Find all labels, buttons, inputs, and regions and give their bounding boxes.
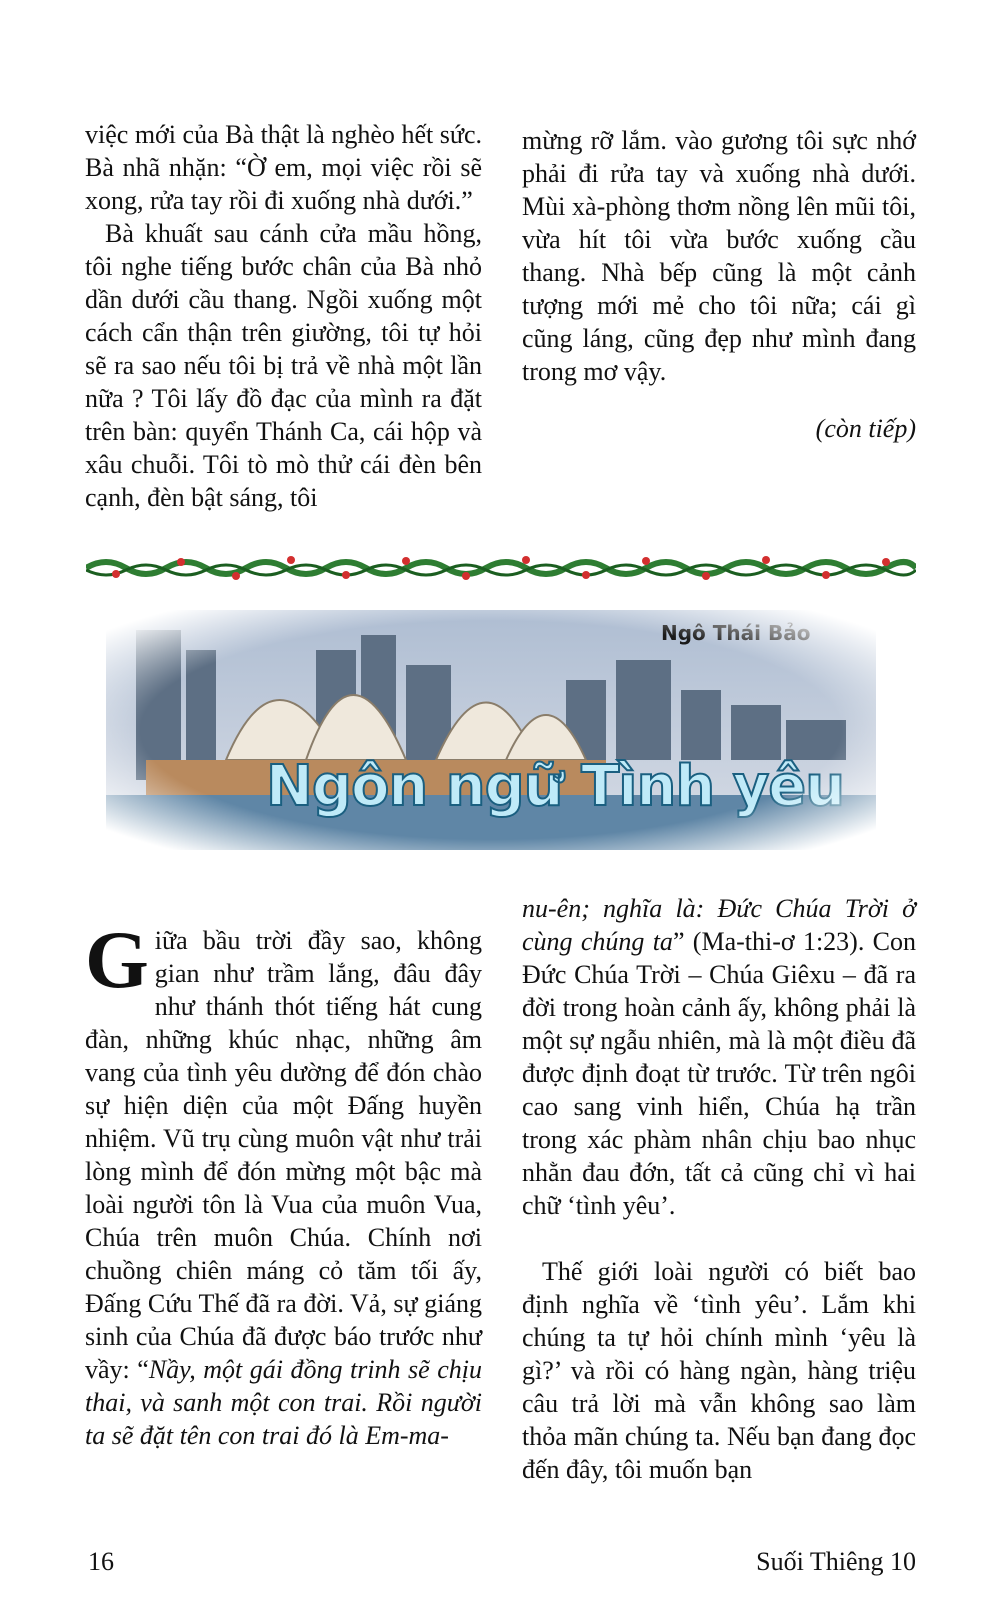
top-left-column: [85, 118, 482, 514]
article-right-paragraph-2: Thế giới loài người có biết bao định nghĩa về ‘tình yêu’. Lắm khi chúng ta tự hỏi chính mình ‘yêu là gì?’ và rồi có hàng ngàn, hàng triệu câu trả lời mà vẫn không sao làm thỏa mãn chúng ta. Nếu bạn đang đọc đến đây, tôi muốn bạn: [522, 1257, 916, 1484]
article-right-column: [522, 892, 916, 1486]
holly-garland-divider: [86, 548, 916, 588]
publication-name: Suối Thiêng 10: [756, 1547, 916, 1576]
top-right-paragraph: mừng rỡ lắm. vào gương tôi sực nhớ phải đi rửa tay và xuống nhà dưới. Mùi xà-phòng thơm nồng lên mũi tôi, vừa hít tôi vừa bước xuống cầu thang. Nhà bếp cũng là một cảnh tượng mới mẻ cho tôi nữa; cái gì cũng láng, cũng đẹp như mình đang trong mơ vậy.: [522, 126, 916, 386]
scripture-quote-part2: nu-ên; nghĩa là: Đức Chúa Trời ở cùng chúng ta: [522, 894, 916, 956]
article-right-paragraph-1: [522, 892, 916, 1222]
scripture-reference: ” (Ma-thi-ơ 1:23).: [672, 927, 865, 956]
page-number: 16: [88, 1547, 114, 1576]
article-banner-image: [106, 610, 876, 850]
scripture-quote-part1: Nầy, một gái đồng trinh sẽ chịu thai, và sanh một con trai. Rồi người ta sẽ đặt tên con trai đó là Em-ma-: [85, 1355, 482, 1450]
top-left-paragraph-1: việc mới của Bà thật là nghèo hết sức. Bà nhã nhặn: “Ờ em, mọi việc rồi sẽ xong, rửa tay rồi đi xuống nhà dưới.”: [85, 120, 482, 215]
article-right-text-1: Con Đức Chúa Trời – Chúa Giêxu – đã ra đời trong hoàn cảnh ấy, không phải là một sự ngẫu nhiên, mà là một điều đã được định đoạt từ trước. Từ trên ngôi cao sang vinh hiển, Chúa hạ trần trong xác phàm nhân chịu bao nhục nhằn đau đớn, tất cả cũng chỉ vì hai chữ ‘tình yêu’.: [522, 927, 916, 1220]
top-right-column: [522, 124, 916, 388]
top-left-paragraph-2: Bà khuất sau cánh cửa mầu hồng, tôi nghe tiếng bước chân của Bà nhỏ dần dưới cầu thang. Ngồi xuống một cách cẩn thận trên giường, tôi tự hỏi sẽ ra sao nếu tôi bị trả về nhà một lần nữa ? Tôi lấy đồ đạc của mình ra đặt trên bàn: quyển Thánh Ca, cái hộp và xâu chuỗi. Tôi tò mò thử cái đèn bên cạnh, đèn bật sáng, tôi: [85, 219, 482, 512]
drop-cap: G: [85, 914, 149, 1005]
article-intro-text: iữa bầu trời đầy sao, không gian như trầm lắng, đâu đây như thánh thót tiếng hát cung đàn, những khúc nhạc, những âm vang của tình yêu dường để đón chào sự hiện diện của một Đấng huyền nhiệm. Vũ trụ cùng muôn vật như trải lòng mình để đón mừng một bậc mà loài người tôn là Vua của muôn Vua, Chúa trên muôn Chúa. Chính nơi chuồng chiên máng cỏ tăm tối ấy, Đấng Cứu Thế đã ra đời. Vả, sự giáng sinh của Chúa đã được báo trước như vầy: “: [85, 926, 482, 1384]
article-intro-paragraph: [85, 914, 482, 1452]
article-left-column: [85, 914, 482, 1452]
continued-note: (còn tiếp): [815, 414, 916, 443]
